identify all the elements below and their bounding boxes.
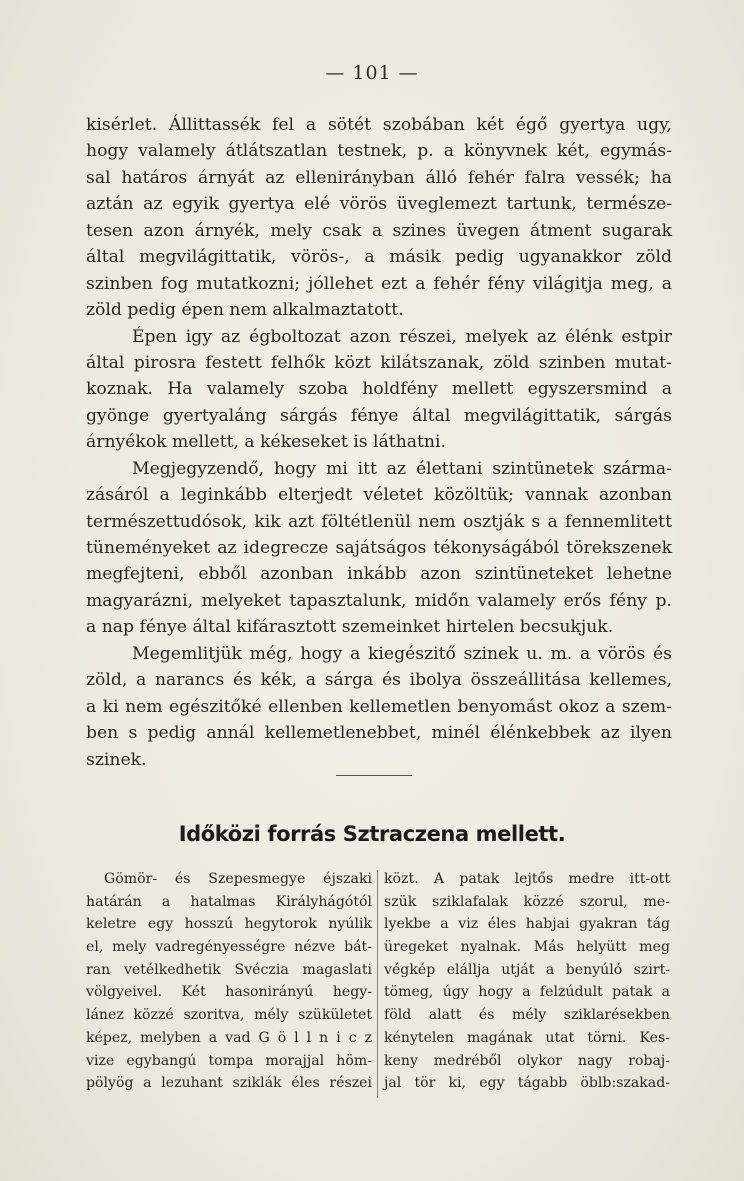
column-line: jal tör ki, egy tágabb öblb:szakad- [384, 1075, 670, 1092]
text-line: gyönge gyertyaláng sárgás fénye által megvilágittatik, sárgás [86, 405, 672, 426]
column-line: lyekbe a viz éles habjai gyakran tág [384, 916, 670, 933]
text-line: hogy valamely átlátszatlan testnek, p. a könyvnek két, egymás- [86, 141, 672, 162]
column-line: föld alatt és mély sziklarésekben [384, 1007, 670, 1024]
text-line: által pirosra festett felhők közt kilátszanak, zöld szinben mutat- [86, 352, 672, 373]
text-line: sal határos árnyát az ellenirányban álló fehér falra vessék; ha [86, 167, 672, 188]
text-line: természettudósok, kik azt föltétlenül nem osztják s a fennemlitett [86, 511, 672, 532]
text-line: tesen azon árnyék, mely csak a szines üvegen átment sugarak [86, 220, 672, 241]
column-line: szük sziklafalak közzé szorul, me- [384, 893, 670, 910]
column-line: üregeket nyalnak. Más helyütt meg [384, 939, 670, 956]
text-line: szinek. [86, 749, 147, 770]
text-line: kisérlet. Állittassék fel a sötét szobában két égő gyertya ugy, [86, 115, 672, 135]
section-separator [336, 775, 412, 776]
column-line: kénytelen magának utat törni. Kes- [384, 1029, 670, 1046]
column-line: vize egybangú tompa morajjal höm- [86, 1052, 372, 1069]
column-divider [377, 870, 378, 1098]
column-line: tömeg, úgy hogy a felzúdult patak a [384, 984, 670, 1001]
text-line: magyarázni, melyeket tapasztalunk, midőn valamely erős fény p. [86, 590, 672, 611]
paragraph [86, 456, 672, 641]
column-line: határán a hatalmas Királyhágótól [86, 893, 372, 910]
text-line: tüneményeket az idegrecze sajátságos tékonyságából törekszenek [86, 538, 672, 558]
column-line: lánez közzé szoritva, mély szükületet [86, 1007, 372, 1024]
text-line: zöld pedig épen nem alkalmaztatott. [86, 300, 404, 321]
text-line: a nap fénye által kifárasztott szemeinket hirtelen becsukjuk. [86, 617, 614, 638]
column-line: el, mely vadregényességre nézve bát- [86, 939, 372, 956]
column-line: keletre egy hosszú hegytorok nyúlik [86, 916, 372, 933]
page-number: — 101 — [325, 62, 419, 84]
paragraph [86, 112, 672, 324]
two-column-text [86, 868, 676, 1098]
text-line: ben s pedig annál kellemetlenebbet, minél élénkebbek az ilyen [86, 723, 672, 744]
column-line: végkép elállja utját a benyúló szirt- [384, 961, 670, 978]
paragraph [86, 324, 672, 456]
text-line: koznak. Ha valamely szoba holdfény mellett egyszersmind a [86, 379, 672, 400]
text-line: a ki nem egészitőké ellenben kellemetlen benyomást okoz a szem- [86, 696, 672, 717]
text-line: aztán az egyik gyertya elé vörös üveglemezt tartunk, természe- [86, 194, 672, 215]
text-line: Épen igy az égboltozat azon részei, melyek az élénk estpir [132, 326, 672, 347]
text-line: árnyékok mellett, a kékeseket is láthatni. [86, 432, 446, 453]
column-line: keny medréből olykor nagy robaj- [384, 1052, 670, 1069]
left-column [86, 868, 372, 1095]
text-line: Megemlitjük még, hogy a kiegészitő szinek u. m. a vörös és [132, 643, 672, 664]
column-line: ran vetélkedhetik Svéczia magaslati [86, 961, 372, 978]
column-line: völgyeivel. Két hasonirányú hegy- [86, 984, 372, 1001]
text-line: szinben fog mutatkozni; jóllehet ezt a fehér fény világitja meg, a [86, 273, 672, 294]
text-line: zásáról a leginkább elterjedt véletet közöltük; vannak azonban [86, 485, 672, 506]
column-line: Gömör- és Szepesmegye éjszaki [104, 871, 372, 887]
right-column [384, 868, 670, 1095]
text-line: Megjegyzendő, hogy mi itt az élettani szintünetek szárma- [132, 458, 672, 479]
paragraph [86, 641, 672, 773]
column-line: közt. A patak lejtős medre itt-ott [384, 871, 670, 887]
article-title: Időközi forrás Sztraczena mellett. [178, 822, 566, 846]
text-line: megfejteni, ebből azonban inkább azon szintüneteket lehetne [86, 564, 672, 585]
main-text-body [86, 112, 672, 773]
text-line: zöld, a narancs és kék, a sárga és ibolya összeállitása kellemes, [86, 670, 672, 691]
column-line: pölyög a lezuhant sziklák éles részei [86, 1075, 372, 1092]
text-line: által megvilágittatik, vörös-, a másik pedig ugyanakkor zöld [86, 247, 672, 268]
column-line: képez, melyben a vad G ö l l n i c z [86, 1029, 372, 1046]
